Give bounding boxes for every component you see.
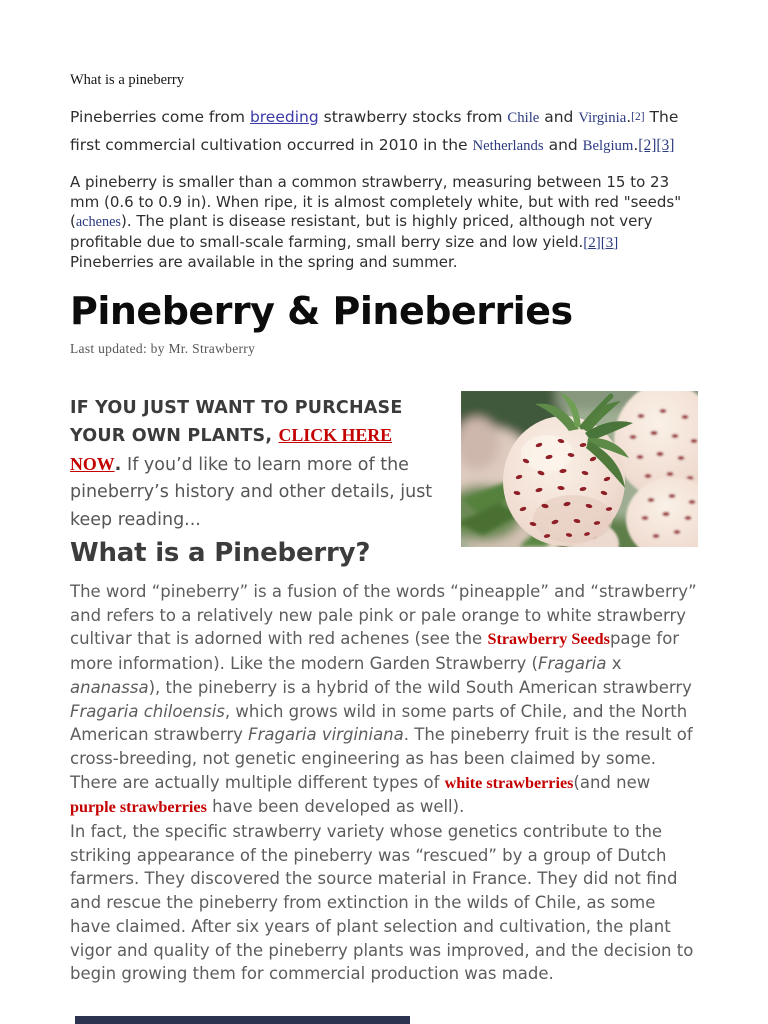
page-title: Pineberry & Pineberries <box>70 288 573 333</box>
text-run: . <box>633 136 639 154</box>
purple-strawberries-link[interactable]: purple strawberries <box>70 799 207 817</box>
achenes-link[interactable]: achenes <box>75 214 121 230</box>
citation-2-3[interactable]: [2][3] <box>638 137 675 154</box>
text-run: Pineberries are available in the spring and summer. <box>70 253 458 271</box>
body-paragraph-1 <box>70 580 698 820</box>
strawberry-seeds-link[interactable]: Strawberry Seeds <box>487 631 610 649</box>
white-strawberries-link[interactable]: white strawberries <box>444 774 574 792</box>
excerpt-paragraph-2 <box>70 173 698 273</box>
latin-name: ananassa <box>70 677 149 697</box>
chile-link[interactable]: Chile <box>507 110 540 126</box>
citation-2-3[interactable]: [2][3] <box>583 234 619 251</box>
text-run: A pineberry is smaller than a common strawberry, measuring between 15 to 23 mm (0.6 to 0.9 in). When ripe, it is almost completely white, but with red "seeds" ( <box>70 173 682 230</box>
lead-section <box>70 395 698 986</box>
latin-name: Fragaria chiloensis <box>70 701 225 721</box>
text-run: The first commercial cultivation occurred in 2010 in the <box>70 108 679 154</box>
citation-2[interactable]: [2] <box>631 111 645 123</box>
text-run: , which grows wild in some parts of Chile, and the North American strawberry <box>70 701 688 745</box>
section-heading: What is a Pineberry? <box>70 538 371 568</box>
text-run: ), the pineberry is a hybrid of the wild South American strawberry <box>148 677 692 697</box>
text-run: and <box>539 108 579 126</box>
text-run: . The pineberry fruit is the result of cross-breeding, not genetic engineering as has been claimed by some. There are actually multiple different types of <box>70 725 693 792</box>
latin-name: Fragaria <box>538 654 607 674</box>
latin-name: Fragaria virginiana <box>248 725 404 745</box>
text-run: The word “pineberry” is a fusion of the words “pineapple” and “strawberry” and refers to a relatively new pale pink or pale orange to white strawberry cultivar that is adorned with red achenes (see the <box>70 582 697 649</box>
excerpt-paragraph-1 <box>70 104 698 160</box>
text-run: strawberry stocks from <box>318 108 508 126</box>
byline: Last updated: by Mr. Strawberry <box>70 340 256 356</box>
breeding-link[interactable]: breeding <box>249 108 319 126</box>
lead-bold-period: . <box>114 454 122 475</box>
text-run: . <box>626 108 632 126</box>
lead-regular-text: If you’d like to learn more of the pineberry’s history and other details, just keep reading... <box>70 454 433 530</box>
text-run: page for more information). Like the modern Garden Strawberry ( <box>70 629 680 674</box>
text-run: (and new <box>573 772 651 792</box>
pineberries-photo-art <box>461 391 698 547</box>
text-run: have been developed as well). <box>206 797 465 817</box>
text-run: Pineberries come from <box>70 108 250 126</box>
excerpt-heading: What is a pineberry <box>70 72 184 88</box>
pineberries-photo <box>461 391 698 547</box>
body-paragraph-2: In fact, the specific strawberry variety whose genetics contribute to the striking appearance of the pineberry was “rescued” by a group of Dutch farmers. They discovered the source material in France. They did not find and rescue the pineberry from extinction in the wilds of Chile, as some have claimed. After six years of plant selection and cultivation, the plant vigor and quality of the pineberry plants was improved, and the decision to begin growing them for commercial production was made. <box>70 822 694 984</box>
text-run: x <box>606 654 622 674</box>
click-here-now-link[interactable]: CLICK HERE NOW <box>70 425 393 474</box>
virginia-link[interactable]: Virginia <box>578 110 627 126</box>
next-page-top-edge <box>75 1016 410 1024</box>
text-run: and <box>543 136 583 154</box>
netherlands-link[interactable]: Netherlands <box>472 138 544 154</box>
lead-bold-text: IF YOU JUST WANT TO PURCHASE YOUR OWN PLANTS, <box>70 397 403 446</box>
belgium-link[interactable]: Belgium <box>582 138 634 154</box>
text-run: ). The plant is disease resistant, but is highly priced, although not very profitable due to small-scale farming, small berry size and low yield. <box>70 212 653 251</box>
